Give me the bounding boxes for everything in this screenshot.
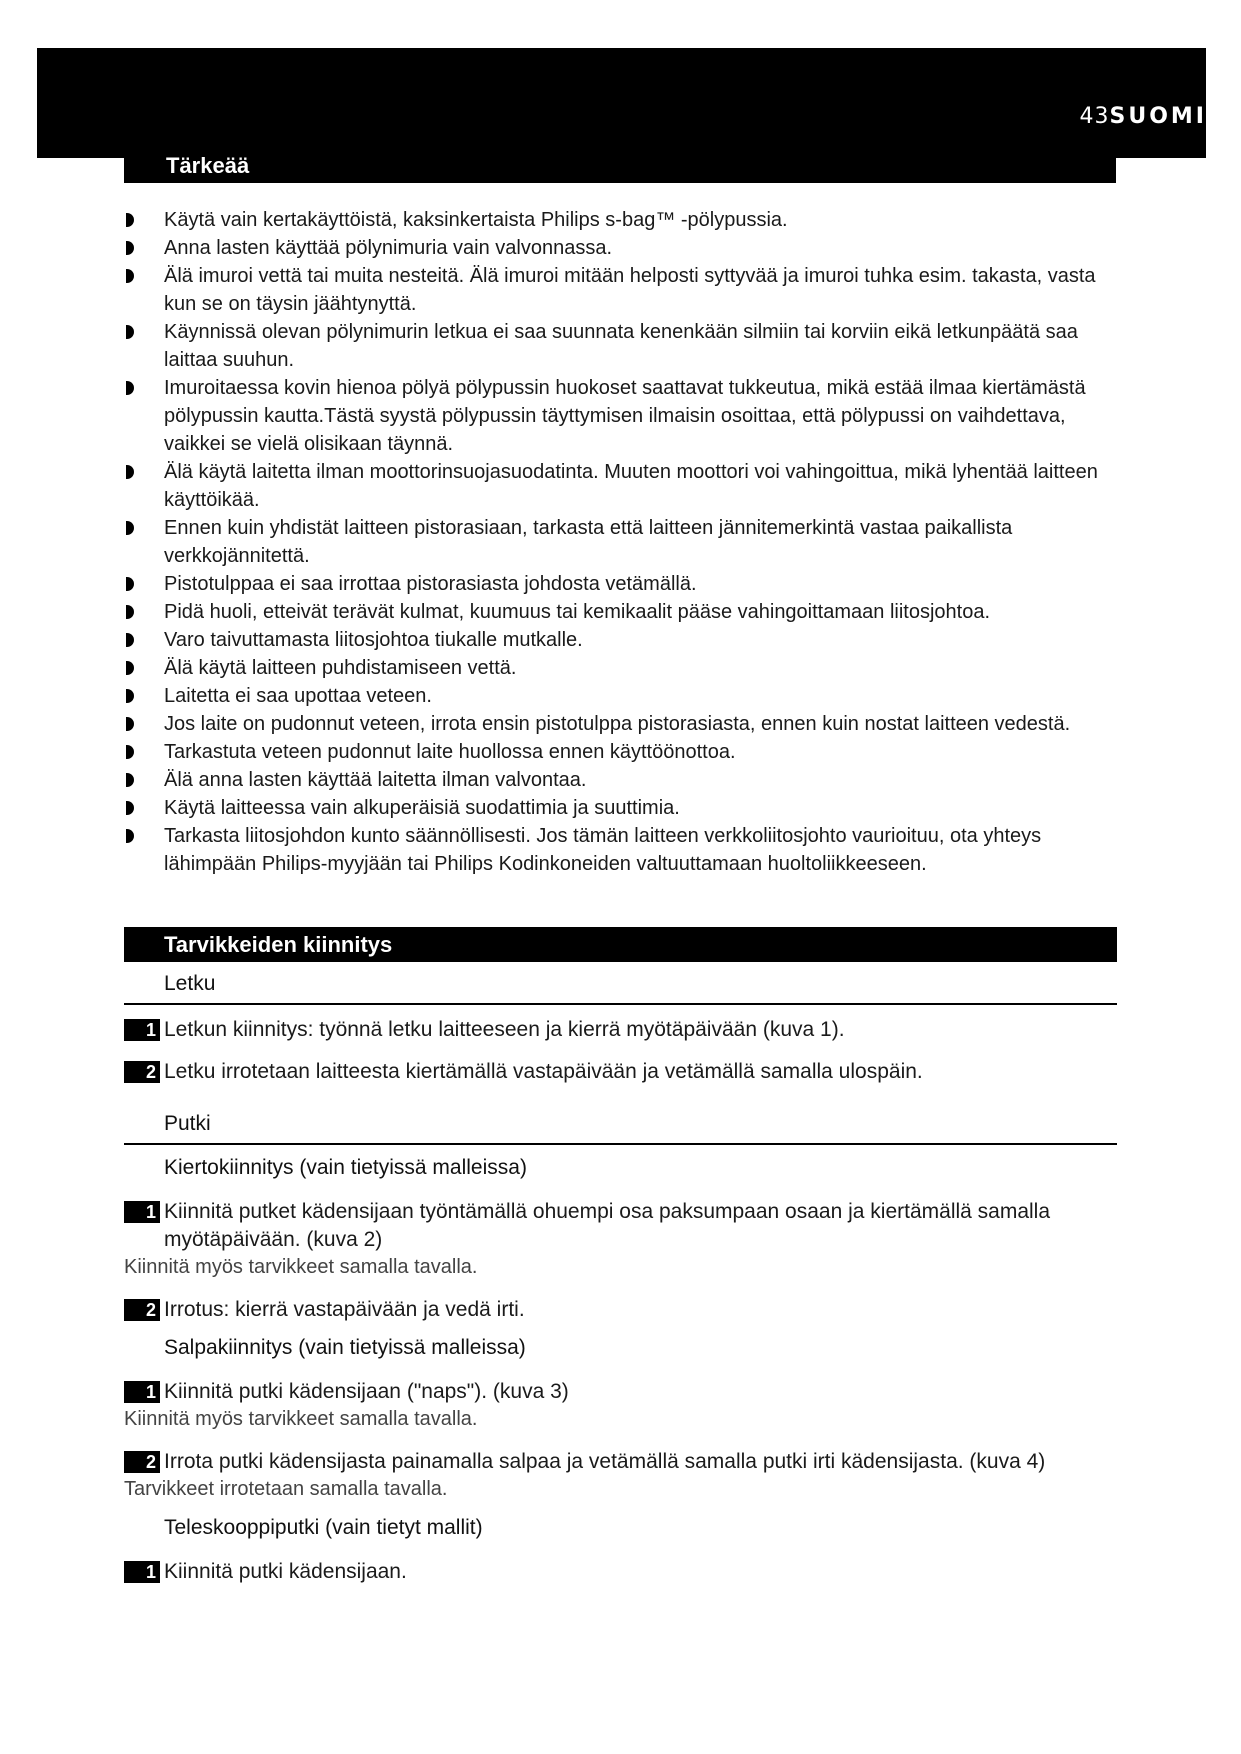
bullet-icon	[126, 717, 134, 731]
bullet-icon	[126, 773, 134, 787]
header-bar	[37, 48, 1206, 158]
divider	[124, 1003, 1117, 1005]
latch-step-2: 2 Irrota putki kädensijasta painamalla salpaa ja vetämällä samalla putki irti kädensijasta. (kuva 4)	[124, 1448, 1114, 1476]
bullet-icon	[126, 381, 134, 395]
page-number: 43	[1079, 104, 1110, 129]
bullet-icon	[126, 465, 134, 479]
list-item: Imuroitaessa kovin hienoa pölyä pölypussin huokoset saattavat tukkeutua, mikä estää ilmaa kiertämästä pölypussin kautta.Tästä syystä pölypussin täyttymisen ilmaisin osoittaa, että pölypussi on vaihdettava, vaikkei se vielä olisikaan täynnä.	[124, 374, 1114, 458]
list-item: Pistotulppaa ei saa irrottaa pistorasiasta johdosta vetämällä.	[124, 570, 1114, 598]
bullet-icon	[126, 213, 134, 227]
list-item: Tarkastuta veteen pudonnut laite huollossa ennen käyttöönottoa.	[124, 738, 1114, 766]
accessories-title: Tarvikkeiden kiinnitys	[164, 931, 393, 957]
bullet-icon	[126, 633, 134, 647]
twist-note: Kiinnitä myös tarvikkeet samalla tavalla.	[124, 1256, 478, 1278]
latch-note-2: Tarvikkeet irrotetaan samalla tavalla.	[124, 1478, 448, 1500]
step-number: 2	[124, 1451, 160, 1473]
bullet-icon	[126, 605, 134, 619]
list-item: Varo taivuttamasta liitosjohtoa tiukalle mutkalle.	[124, 626, 1114, 654]
telescopic-subheading: Teleskooppiputki (vain tietyt mallit)	[164, 1516, 483, 1539]
bullet-icon	[126, 521, 134, 535]
step-number: 1	[124, 1561, 160, 1583]
list-item: Älä käytä laitteen puhdistamiseen vettä.	[124, 654, 1114, 682]
list-item: Jos laite on pudonnut veteen, irrota ensin pistotulppa pistorasiasta, ennen kuin nostat laitteen vedestä.	[124, 710, 1114, 738]
step-number: 1	[124, 1019, 160, 1041]
tube-subheading: Putki	[164, 1112, 211, 1135]
language-label: SUOMI	[1109, 104, 1207, 129]
important-title: Tärkeää	[166, 152, 250, 178]
twist-subheading: Kiertokiinnitys (vain tietyissä malleissa)	[164, 1156, 527, 1179]
step-number: 1	[124, 1201, 160, 1223]
accessories-heading	[124, 927, 1117, 962]
latch-note-1: Kiinnitä myös tarvikkeet samalla tavalla.	[124, 1408, 478, 1430]
list-item: Anna lasten käyttää pölynimuria vain valvonnassa.	[124, 234, 1114, 262]
list-item: Älä imuroi vettä tai muita nesteitä. Älä imuroi mitään helposti syttyvää ja imuroi tuhka esim. takasta, vasta kun se on täysin jäähtynyttä.	[124, 262, 1114, 318]
bullet-icon	[126, 801, 134, 815]
list-item: Käytä vain kertakäyttöistä, kaksinkertaista Philips s-bag™ -pölypussia.	[124, 206, 1114, 234]
list-item: Älä anna lasten käyttää laitetta ilman valvontaa.	[124, 766, 1114, 794]
bullet-icon	[126, 689, 134, 703]
list-item: Käytä laitteessa vain alkuperäisiä suodattimia ja suuttimia.	[124, 794, 1114, 822]
list-item: Käynnissä olevan pölynimurin letkua ei saa suunnata kenenkään silmiin tai korviin eikä letkunpäätä saa laittaa suuhun.	[124, 318, 1114, 374]
twist-step-1: 1 Kiinnitä putket kädensijaan työntämällä ohuempi osa paksumpaan osaan ja kiertämällä samalla myötäpäivään. (kuva 2)	[124, 1198, 1114, 1254]
bullet-icon	[126, 325, 134, 339]
latch-subheading: Salpakiinnitys (vain tietyissä malleissa)	[164, 1336, 526, 1359]
divider	[124, 1143, 1117, 1145]
bullet-icon	[126, 745, 134, 759]
important-heading	[124, 148, 1116, 183]
hose-step-1: 1 Letkun kiinnitys: työnnä letku laitteeseen ja kierrä myötäpäivään (kuva 1).	[124, 1016, 1114, 1044]
important-list	[124, 206, 1114, 878]
step-number: 2	[124, 1299, 160, 1321]
hose-step-2: 2 Letku irrotetaan laitteesta kiertämällä vastapäivään ja vetämällä samalla ulospäin.	[124, 1058, 1114, 1086]
twist-step-2: 2 Irrotus: kierrä vastapäivään ja vedä irti.	[124, 1296, 1114, 1324]
step-number: 2	[124, 1061, 160, 1083]
telescopic-step-1: 1 Kiinnitä putki kädensijaan.	[124, 1558, 1114, 1586]
list-item: Laitetta ei saa upottaa veteen.	[124, 682, 1114, 710]
bullet-icon	[126, 241, 134, 255]
hose-subheading: Letku	[164, 972, 216, 995]
bullet-icon	[126, 269, 134, 283]
list-item: Tarkasta liitosjohdon kunto säännöllisesti. Jos tämän laitteen verkkoliitosjohto vaurioituu, ota yhteys lähimpään Philips-myyjään tai Philips Kodinkoneiden valtuuttamaan huoltoliikkeeseen.	[124, 822, 1114, 878]
step-number: 1	[124, 1381, 160, 1403]
latch-step-1: 1 Kiinnitä putki kädensijaan ("naps"). (kuva 3)	[124, 1378, 1114, 1406]
bullet-icon	[126, 829, 134, 843]
page-label	[1080, 104, 1208, 129]
bullet-icon	[126, 577, 134, 591]
list-item: Ennen kuin yhdistät laitteen pistorasiaan, tarkasta että laitteen jännitemerkintä vastaa paikallista verkkojännitettä.	[124, 514, 1114, 570]
list-item: Älä käytä laitetta ilman moottorinsuojasuodatinta. Muuten moottori voi vahingoittua, mikä lyhentää laitteen käyttöikää.	[124, 458, 1114, 514]
bullet-icon	[126, 661, 134, 675]
list-item: Pidä huoli, etteivät terävät kulmat, kuumuus tai kemikaalit pääse vahingoittamaan liitosjohtoa.	[124, 598, 1114, 626]
